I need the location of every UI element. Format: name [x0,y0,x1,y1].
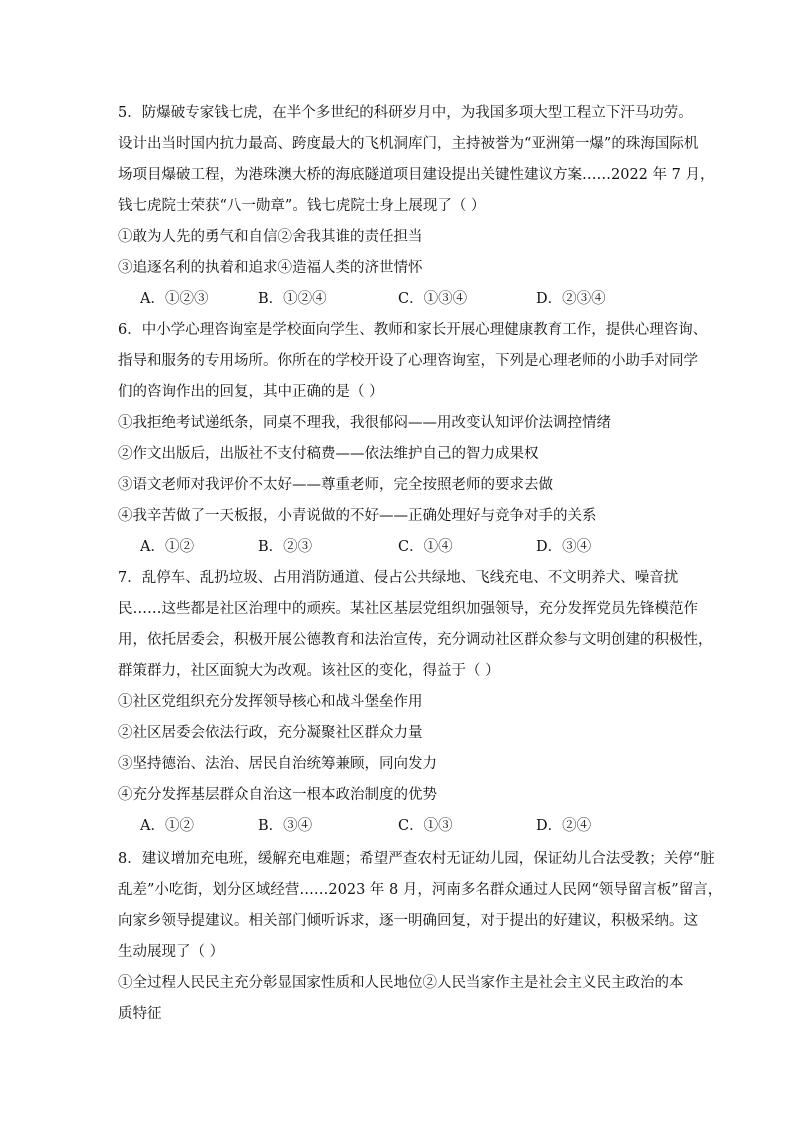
q7-stem-line: 民……这些都是社区治理中的顽疾。某社区基层党组织加强领导，充分发挥党员先锋模范作 [118,601,698,617]
q5-option-d: D．②③④ [536,291,606,307]
q8-stem-line: 8．建议增加充电班，缓解充电难题；希望严查农村无证幼儿园，保证幼儿合法受教；关停“脏 [118,851,715,867]
q6-option-b: B．②③ [258,539,313,555]
q7-stem-line: 群策群力，社区面貌大为改观。该社区的变化，得益于（ ） [118,663,500,679]
q7-stem-line: 7．乱停车、乱扔垃圾、占用消防通道、侵占公共绿地、飞线充电、不文明养犬、噪音扰 [118,570,679,586]
q5-statement: ③追逐名利的执着和追求④造福人类的济世情怀 [118,260,423,276]
q5-stem-line: 设计出当时国内抗力最高、跨度最大的飞机洞库门，主持被誉为“亚洲第一爆”的珠海国际机 [118,136,699,152]
q6-stem-line: 指导和服务的专用场所。你所在的学校开设了心理咨询室，下列是心理老师的小助手对同学 [118,353,698,369]
q8-stem-line: 向家乡领导提建议。相关部门倾听诉求，逐一明确回复，对于提出的好建议，积极采纳。这 [118,913,698,929]
q5-stem-line: 钱七虎院士荣获“八一勋章”。钱七虎院士身上展现了（ ） [118,198,486,214]
q7-statement: ①社区党组织充分发挥领导核心和战斗堡垒作用 [118,694,423,710]
q7-options [140,816,660,836]
q6-statement: ④我辛苦做了一天板报，小青说做的不好——正确处理好与竞争对手的关系 [118,508,597,524]
q5-statement: ①敢为人先的勇气和自信②舍我其谁的责任担当 [118,229,423,245]
q6-option-c: C．①④ [398,539,453,555]
q8-statement: ①全过程人民民主充分彰显国家性质和人民地位②人民当家作主是社会主义民主政治的本 [118,975,684,991]
q7-stem-line: 用，依托居委会，积极开展公德教育和法治宣传，充分调动社区群众参与文明创建的积极性， [118,632,713,648]
q7-option-d: D．②④ [536,818,592,834]
q5-stem-line: 场项目爆破工程，为港珠澳大桥的海底隧道项目建设提出关键性建议方案……2022 年 7 月， [118,167,715,183]
q7-statement: ②社区居委会依法行政，充分凝聚社区群众力量 [118,725,423,741]
q6-statement: ③语文老师对我评价不太好——尊重老师，完全按照老师的要求去做 [118,477,553,493]
q8-stem-line: 生动展现了（ ） [118,944,225,960]
q7-option-c: C．①③ [398,818,453,834]
q7-statement: ④充分发挥基层群众自治这一根本政治制度的优势 [118,787,437,803]
q6-option-a: A．①② [140,539,194,555]
q6-stem-line: 们的咨询作出的回复，其中正确的是（ ） [118,384,384,400]
q8-stem-line: 乱差”小吃街，划分区域经营……2023 年 8 月，河南多名群众通过人民网“领导留言板”留言， [118,882,723,898]
q7-statement: ③坚持德治、法治、居民自治统筹兼顾，同向发力 [118,756,437,772]
q6-options [140,537,660,557]
q5-stem-line: 5．防爆破专家钱七虎，在半个多世纪的科研岁月中，为我国多项大型工程立下汗马功劳。 [118,105,693,121]
q5-option-a: A．①②③ [140,291,209,307]
q5-option-b: B．①②④ [258,291,327,307]
q7-option-a: A．①② [140,818,194,834]
q6-statement: ②作文出版后，出版社不支付稿费——依法维护自己的智力成果权 [118,446,539,462]
q6-stem-line: 6．中小学心理咨询室是学校面向学生、教师和家长开展心理健康教育工作，提供心理咨询、 [118,322,708,338]
q8-statement: 质特征 [118,1006,162,1022]
q6-statement: ①我拒绝考试递纸条，同桌不理我，我很郁闷——用改变认知评价法调控情绪 [118,415,611,431]
q7-option-b: B．③④ [258,818,313,834]
q5-option-c: C．①③④ [398,291,468,307]
q6-option-d: D．③④ [536,539,592,555]
q5-options [140,289,660,309]
